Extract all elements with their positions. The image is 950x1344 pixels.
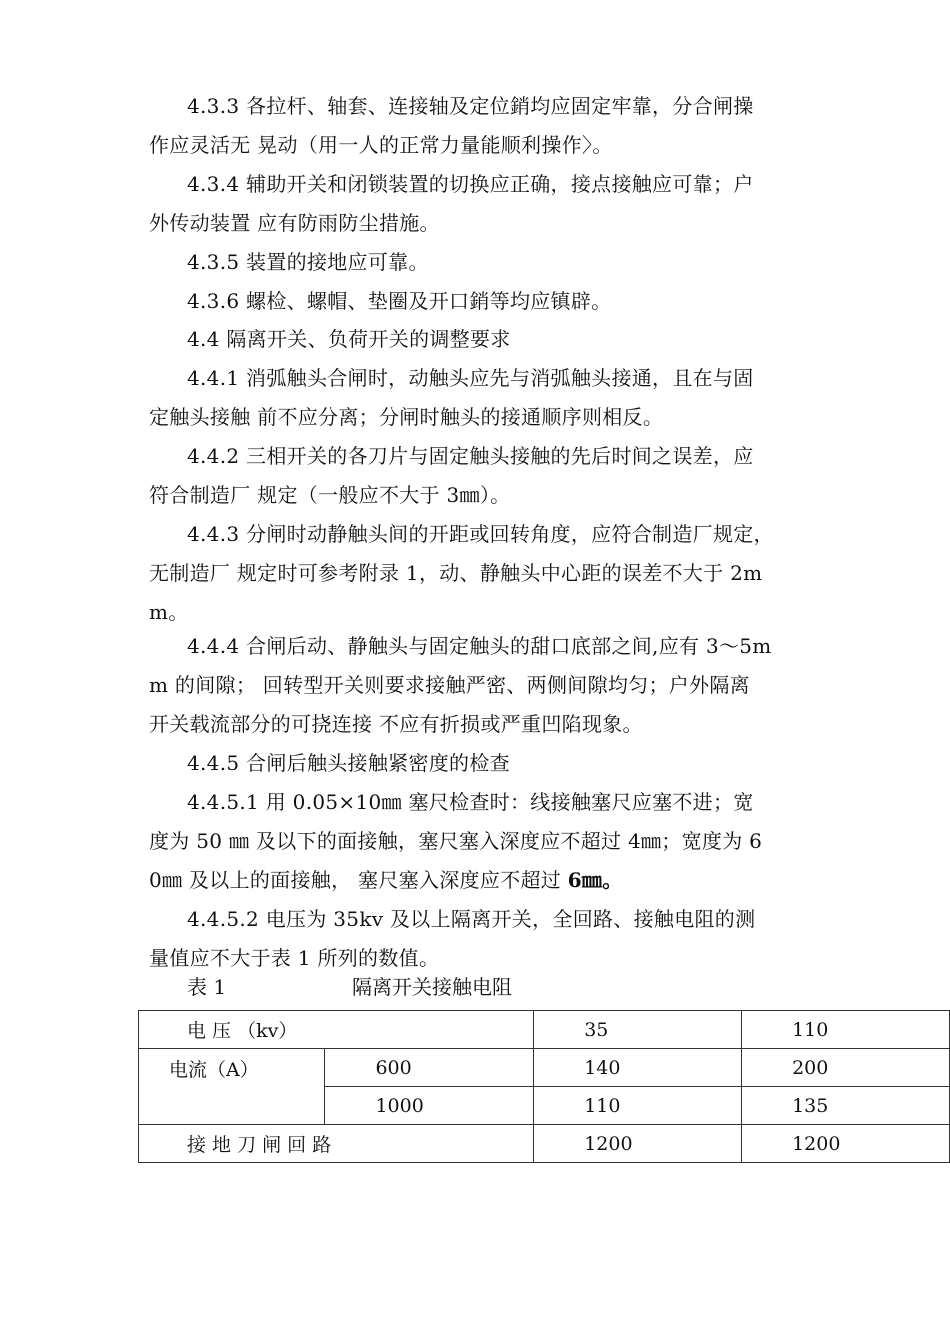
table-caption-title: 隔离开关接触电阻 [352,975,512,999]
para-4-4-5-1-line3-text: 0㎜ 及以上的面接触， 塞尺塞入深度应不超过 [149,868,568,892]
para-4-4-5-2-line2: 量值应不大于表 1 所列的数值。 [149,946,440,970]
r1000-v35-cell: 110 [534,1087,742,1125]
para-4-4-3-line2: 无制造厂 规定时可参考附录 1，动、静触头中心距的误差不大于 2m [149,561,763,585]
para-4-4-2-line1: 4.4.2 三相开关的各刀片与固定触头接触的先后时间之误差，应 [187,444,754,468]
contact-resistance-table [138,1010,950,1163]
para-4-4-5-2-line1: 4.4.5.2 电压为 35kv 及以上隔离开关，全回路、接触电阻的测 [187,907,756,931]
para-4-4-5-1-line2: 度为 50 ㎜ 及以下的面接触，塞尺塞入深度应不超过 4㎜；宽度为 6 [149,829,763,853]
table-caption-label: 表 1 [187,975,227,999]
ground-110-cell: 1200 [742,1125,950,1163]
voltage-35-cell: 35 [534,1011,742,1049]
ground-35-cell: 1200 [534,1125,742,1163]
r600-v110-cell: 200 [742,1049,950,1087]
para-4-3-3-line2: 作应灵活无 晃动（用一人的正常力量能顺利操作〉。 [149,133,613,157]
heading-4-4: 4.4 隔离开关、负荷开关的调整要求 [187,327,511,351]
para-4-4-5-1-line3 [149,866,623,894]
para-4-4-1-line1: 4.4.1 消弧触头合闸时，动触头应先与消弧触头接通，且在与固 [187,366,754,390]
heading-4-4-5: 4.4.5 合闸后触头接触紧密度的检查 [187,751,510,775]
para-4-4-4-line1: 4.4.4 合闸后动、静触头与固定触头的甜口底部之间,应有 3〜5m [187,634,772,658]
para-4-4-3-line1: 4.4.3 分闸时动静触头间的开距或回转角度，应符合制造厂规定， [187,522,774,546]
voltage-110-cell: 110 [742,1011,950,1049]
para-4-4-1-line2: 定触头接触 前不应分离；分闸时触头的接通顺序则相反。 [149,405,664,429]
para-4-4-3-line3: m。 [149,600,189,624]
voltage-header-cell: 电 压 （kv） [139,1011,534,1049]
current-1000-cell: 1000 [325,1087,534,1125]
para-4-3-6: 4.3.6 螺检、螺帽、垫圈及开口銷等均应镇辟。 [187,289,612,313]
para-4-4-4-line2: m 的间隙； 回转型开关则要求接触严密、两侧间隙均匀；户外隔离 [149,673,750,697]
current-600-cell: 600 [325,1049,534,1087]
r1000-v110-cell: 135 [742,1087,950,1125]
table-row [139,1049,950,1087]
para-4-3-4-line1: 4.3.4 辅助开关和闭锁装置的切换应正确，接点接触应可靠；户 [187,172,754,196]
para-4-4-4-line3: 开关载流部分的可挠连接 不应有折损或严重凹陷现象。 [149,712,643,736]
table-row [139,1011,950,1049]
para-4-4-5-1-line1: 4.4.5.1 用 0.05×10㎜ 塞尺检查时：线接触塞尺应塞不进；宽 [187,790,754,814]
para-4-3-3-line1: 4.3.3 各拉杆、轴套、连接轴及定位銷均应固定牢靠，分合闸操 [187,94,754,118]
para-4-4-2-line2: 符合制造厂 规定（一般应不大于 3㎜）。 [149,483,511,507]
para-4-3-5: 4.3.5 装置的接地应可靠。 [187,250,429,274]
r600-v35-cell: 140 [534,1049,742,1087]
table-row [139,1125,950,1163]
ground-switch-cell: 接 地 刀 闸 回 路 [139,1125,534,1163]
para-4-3-4-line2: 外传动装置 应有防雨防尘措施。 [149,211,440,235]
para-4-4-5-1-bold-value: 6㎜。 [567,868,623,892]
current-header-cell: 电流（A） [139,1049,325,1125]
